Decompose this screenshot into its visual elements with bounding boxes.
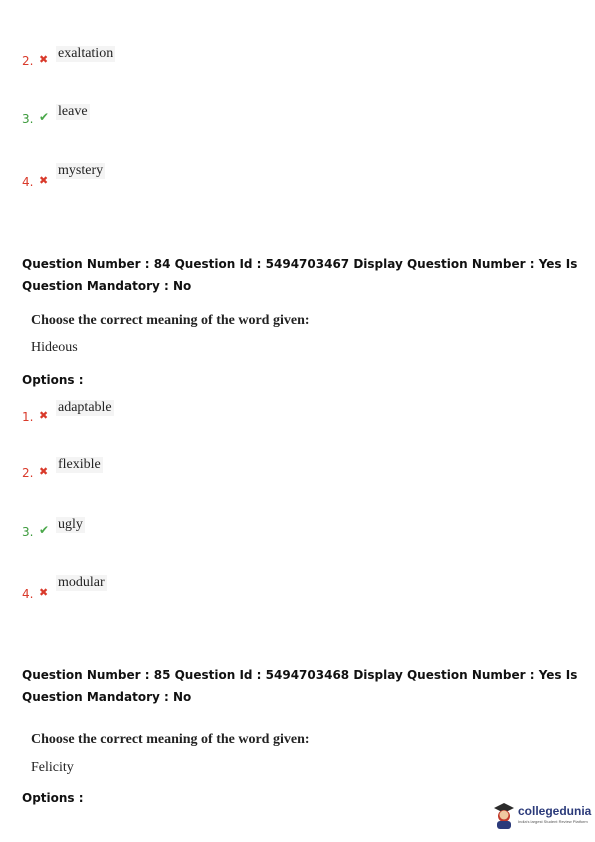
question-prompt: Choose the correct meaning of the word given: [31,313,310,328]
cross-icon: ✖ [39,409,49,422]
graduate-avatar-icon [492,800,516,830]
question-word: Hideous [31,340,78,355]
options-label: Options : [22,373,84,387]
option-number: 3. [22,525,34,539]
option-number: 1. [22,410,34,424]
question-word: Felicity [31,760,74,775]
option-number: 4. [22,587,34,601]
option-text: exaltation [58,46,114,61]
option-text: modular [58,575,105,590]
option-number: 4. [22,175,34,189]
option-text: mystery [58,163,104,178]
brand-logo [492,800,592,832]
question-header: Question Number : 85 Question Id : 5494703468 Display Question Number : Yes Is Question Mandatory : No [22,668,578,704]
cross-icon: ✖ [39,174,49,187]
option-text: flexible [58,457,101,472]
cross-icon: ✖ [39,465,49,478]
question-prompt: Choose the correct meaning of the word given: [31,732,310,747]
check-icon: ✔ [39,523,50,537]
brand-tagline: India's largest Student Review Platform [518,819,588,824]
option-number: 3. [22,112,34,126]
cross-icon: ✖ [39,53,49,66]
question-header: Question Number : 84 Question Id : 5494703467 Display Question Number : Yes Is Question Mandatory : No [22,257,578,293]
option-number: 2. [22,466,34,480]
brand-name: collegedunia [518,804,592,818]
option-text: leave [58,104,88,119]
option-text: ugly [58,517,83,532]
cross-icon: ✖ [39,586,49,599]
option-number: 2. [22,54,34,68]
option-text: adaptable [58,400,112,415]
check-icon: ✔ [39,110,50,124]
options-label: Options : [22,791,84,805]
